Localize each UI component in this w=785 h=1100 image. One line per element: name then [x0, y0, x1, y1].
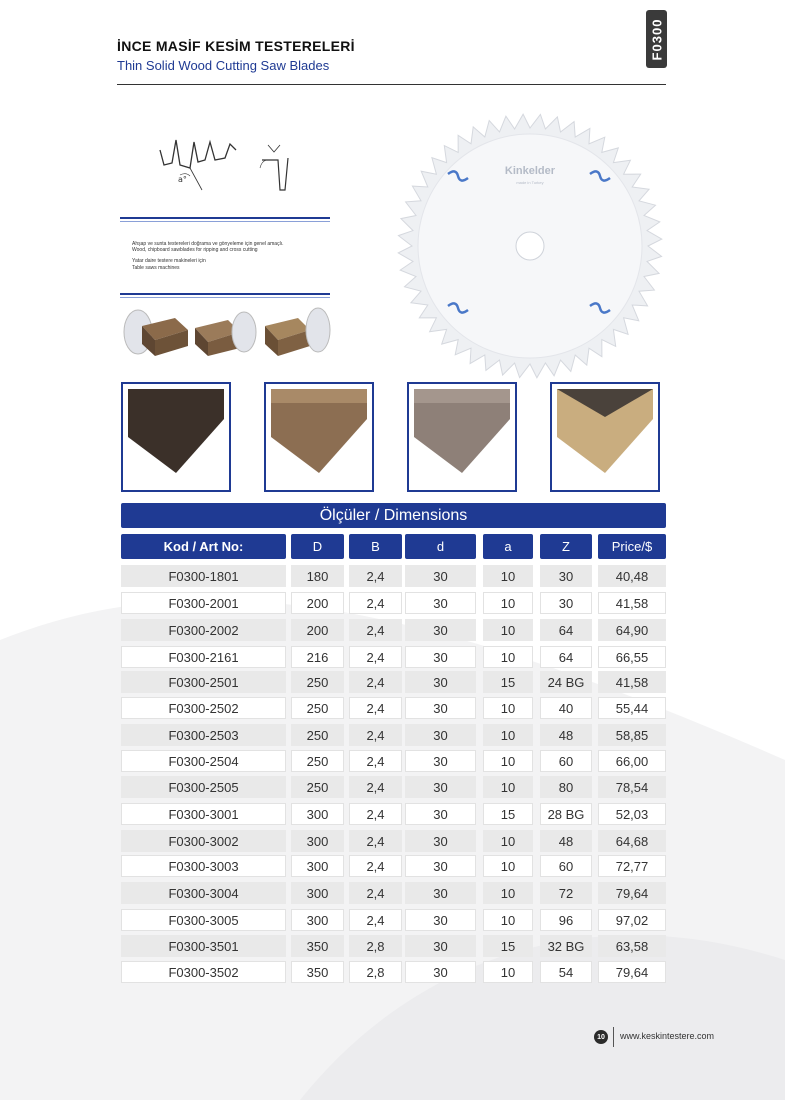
info-tr-1: Ahşap ve sunta testereleri doğrama ve gönyeleme için genel amaçlı. — [132, 241, 284, 247]
cell-z: 30 — [540, 592, 592, 614]
cell-code: F0300-3004 — [121, 882, 286, 904]
info-tr-2: Yatar daire testere makineleri için — [132, 258, 206, 265]
cell-price: 41,58 — [598, 671, 666, 693]
cell-price: 55,44 — [598, 697, 666, 719]
cell-price: 79,64 — [598, 882, 666, 904]
cell-d-outer: 180 — [291, 565, 344, 587]
cell-price: 41,58 — [598, 592, 666, 614]
cell-b: 2,4 — [349, 803, 402, 825]
cell-price: 58,85 — [598, 724, 666, 746]
cell-code: F0300-2001 — [121, 592, 286, 614]
cell-d-outer: 250 — [291, 724, 344, 746]
cell-a: 10 — [483, 776, 533, 798]
cell-code: F0300-2501 — [121, 671, 286, 693]
cell-a: 10 — [483, 697, 533, 719]
cell-z: 72 — [540, 882, 592, 904]
cell-d-outer: 300 — [291, 882, 344, 904]
header-price: Price/$ — [598, 534, 666, 559]
cell-d-outer: 300 — [291, 830, 344, 852]
cell-z: 24 BG — [540, 671, 592, 693]
cell-price: 78,54 — [598, 776, 666, 798]
cell-d-outer: 200 — [291, 592, 344, 614]
cell-d-bore: 30 — [405, 646, 476, 668]
product-code-tab — [646, 10, 667, 68]
cell-a: 10 — [483, 855, 533, 877]
cell-z: 48 — [540, 724, 592, 746]
cell-a: 10 — [483, 750, 533, 772]
cell-b: 2,4 — [349, 909, 402, 931]
cell-d-bore: 30 — [405, 592, 476, 614]
cell-a: 10 — [483, 646, 533, 668]
application-info — [132, 241, 342, 271]
cell-a: 10 — [483, 724, 533, 746]
cell-a: 10 — [483, 830, 533, 852]
cell-a: 10 — [483, 909, 533, 931]
cell-b: 2,4 — [349, 855, 402, 877]
cutting-illustrations — [120, 304, 335, 359]
cell-d-bore: 30 — [405, 961, 476, 983]
cell-d-bore: 30 — [405, 882, 476, 904]
cell-price: 63,58 — [598, 935, 666, 957]
cell-d-outer: 200 — [291, 619, 344, 641]
info-bottom-rule — [120, 293, 330, 298]
cell-a: 10 — [483, 565, 533, 587]
cell-d-outer: 350 — [291, 935, 344, 957]
header-d-bore: d — [405, 534, 476, 559]
dark-board-sample — [128, 389, 224, 485]
cell-a: 10 — [483, 592, 533, 614]
cell-code: F0300-2002 — [121, 619, 286, 641]
header-divider — [117, 84, 666, 85]
cell-code: F0300-2502 — [121, 697, 286, 719]
cell-code: F0300-1801 — [121, 565, 286, 587]
cell-z: 48 — [540, 830, 592, 852]
cell-price: 79,64 — [598, 961, 666, 983]
cell-a: 10 — [483, 619, 533, 641]
cell-code: F0300-3003 — [121, 855, 286, 877]
cell-b: 2,4 — [349, 776, 402, 798]
cell-price: 64,90 — [598, 619, 666, 641]
cell-b: 2,4 — [349, 565, 402, 587]
cell-a: 10 — [483, 961, 533, 983]
header-z: Z — [540, 534, 592, 559]
cell-d-outer: 350 — [291, 961, 344, 983]
cell-b: 2,8 — [349, 961, 402, 983]
cell-a: 15 — [483, 803, 533, 825]
cell-d-bore: 30 — [405, 935, 476, 957]
cell-d-bore: 30 — [405, 671, 476, 693]
saw-blade-image — [396, 112, 664, 380]
cell-d-bore: 30 — [405, 855, 476, 877]
cell-d-outer: 250 — [291, 750, 344, 772]
blade-brand: Kinkelder — [504, 165, 556, 177]
dimensions-banner: Ölçüler / Dimensions — [121, 503, 666, 528]
cell-z: 60 — [540, 750, 592, 772]
header-code: Kod / Art No: — [121, 534, 286, 559]
cell-d-bore: 30 — [405, 619, 476, 641]
info-en-2: Table saws machines — [132, 264, 180, 271]
cell-d-outer: 300 — [291, 909, 344, 931]
cell-z: 54 — [540, 961, 592, 983]
cell-a: 10 — [483, 882, 533, 904]
cell-z: 64 — [540, 646, 592, 668]
cell-d-bore: 30 — [405, 697, 476, 719]
cell-code: F0300-3002 — [121, 830, 286, 852]
cell-d-outer: 250 — [291, 697, 344, 719]
laminated-board-sample — [557, 389, 653, 485]
cell-price: 40,48 — [598, 565, 666, 587]
cell-z: 96 — [540, 909, 592, 931]
info-top-rule — [120, 217, 330, 222]
footer-divider — [613, 1027, 614, 1047]
cell-d-bore: 30 — [405, 724, 476, 746]
cell-code: F0300-2503 — [121, 724, 286, 746]
angle-label: a° — [178, 175, 187, 184]
cell-a: 15 — [483, 671, 533, 693]
material-sample-3 — [407, 382, 517, 492]
cell-code: F0300-2504 — [121, 750, 286, 772]
cell-d-outer: 250 — [291, 671, 344, 693]
particleboard-sample — [414, 389, 510, 485]
cell-z: 28 BG — [540, 803, 592, 825]
cell-price: 72,77 — [598, 855, 666, 877]
cell-b: 2,4 — [349, 750, 402, 772]
header-a: a — [483, 534, 533, 559]
cell-b: 2,4 — [349, 724, 402, 746]
cell-d-outer: 300 — [291, 855, 344, 877]
info-en-1: Wood, chipboard sawblades for ripping and cross cutting — [132, 247, 258, 254]
cell-code: F0300-3001 — [121, 803, 286, 825]
cell-z: 60 — [540, 855, 592, 877]
cell-b: 2,4 — [349, 646, 402, 668]
blade-subtext: made in Turkey — [516, 180, 544, 185]
cell-price: 97,02 — [598, 909, 666, 931]
cell-price: 66,55 — [598, 646, 666, 668]
cell-b: 2,4 — [349, 592, 402, 614]
cell-z: 32 BG — [540, 935, 592, 957]
header-d-outer: D — [291, 534, 344, 559]
cell-b: 2,4 — [349, 697, 402, 719]
cell-d-bore: 30 — [405, 909, 476, 931]
cell-z: 80 — [540, 776, 592, 798]
material-sample-1 — [121, 382, 231, 492]
cell-b: 2,4 — [349, 882, 402, 904]
material-sample-4 — [550, 382, 660, 492]
arbor-hole — [516, 232, 544, 260]
cell-b: 2,4 — [349, 830, 402, 852]
cell-d-outer: 250 — [291, 776, 344, 798]
material-sample-2 — [264, 382, 374, 492]
cell-z: 30 — [540, 565, 592, 587]
page-number: 10 — [594, 1030, 608, 1044]
cell-price: 64,68 — [598, 830, 666, 852]
cell-code: F0300-2505 — [121, 776, 286, 798]
header-b: B — [349, 534, 402, 559]
cell-z: 40 — [540, 697, 592, 719]
page-subtitle: Thin Solid Wood Cutting Saw Blades — [117, 58, 330, 73]
cell-code: F0300-3005 — [121, 909, 286, 931]
cell-price: 66,00 — [598, 750, 666, 772]
cell-d-bore: 30 — [405, 776, 476, 798]
cell-b: 2,8 — [349, 935, 402, 957]
cell-d-bore: 30 — [405, 750, 476, 772]
cell-a: 15 — [483, 935, 533, 957]
page-title: İNCE MASİF KESİM TESTERELERİ — [117, 38, 355, 54]
cell-price: 52,03 — [598, 803, 666, 825]
chipboard-sample — [271, 389, 367, 485]
cell-code: F0300-2161 — [121, 646, 286, 668]
cell-d-outer: 216 — [291, 646, 344, 668]
cell-z: 64 — [540, 619, 592, 641]
cell-d-bore: 30 — [405, 565, 476, 587]
cell-d-bore: 30 — [405, 830, 476, 852]
tooth-geometry-diagram — [150, 130, 320, 205]
cell-b: 2,4 — [349, 619, 402, 641]
website-link[interactable]: www.keskintestere.com — [620, 1031, 715, 1041]
cell-d-bore: 30 — [405, 803, 476, 825]
cell-b: 2,4 — [349, 671, 402, 693]
cell-code: F0300-3502 — [121, 961, 286, 983]
cell-d-outer: 300 — [291, 803, 344, 825]
cell-code: F0300-3501 — [121, 935, 286, 957]
product-code: F0300 — [649, 18, 664, 60]
